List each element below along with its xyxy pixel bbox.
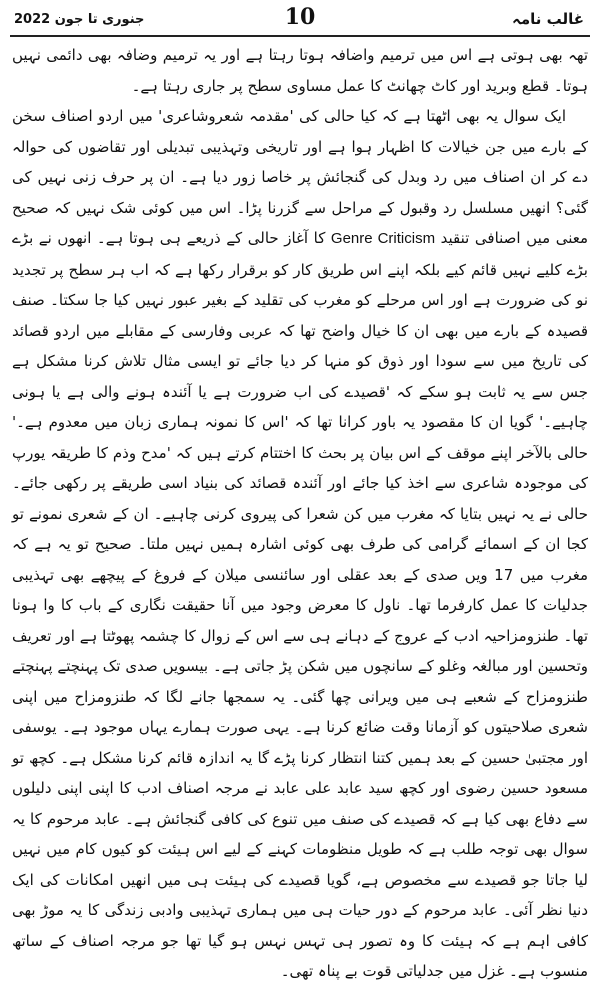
paragraph: تھہ بھی ہوتی ہے اس میں ترمیم واضافہ ہوتا رہتا ہے اور یہ ترمیم وضافہ بھی دائمی نہیں ہوتا۔ قطع وبرید اور کاٹ چھانٹ کا عمل مساوی سطح پر جاری رہتا ہے۔ [12, 46, 588, 95]
article-body [12, 40, 589, 980]
header-divider [10, 35, 590, 37]
paragraph-text: کا آغاز حالی کے ذریعے ہی ہوتا ہے۔ انھوں نے بڑے بڑے کلیے نہیں قائم کیے بلکہ اپنے اس طریق کار کو برقرار رکھا ہے کہ اب ہر سطح پر تجدید نو کی ضرورت ہے اور اس مرحلے کو مغرب کی تقلید کے بغیر عبور نہیں کیا جا سکتا۔ صنف قصیدہ کے بارے میں بھی ان کا خیال واضح تھا کہ عربی وفارسی کے مقابلے میں اردو قصائد کی تاریخ میں سے سودا اور ذوق کو منہا کر دیا جائے تو ایسی مثال تلاش کرنا مشکل ہے جس سے یہ ثابت ہو سکے کہ 'قصیدے کی اب ضرورت ہے یا آئندہ ہونے والی ہے یا ہونی چاہیے۔' گویا ان کا مقصود یہ باور کرانا تھا کہ 'اس کا نمونہ ہماری زبان میں معدوم ہے۔' حالی بالآخر اپنے موقف کے اس بیان پر بحث کا اختتام کرتے ہیں کہ 'مدح وذم کا طریقہ یورپ کی موجودہ شاعری سے اخذ کیا جائے اور آئندہ قصائد کی بنیاد اسی طریقے پر رکھی جائے۔ حالی نے یہ نہیں بتایا کہ مغرب میں کن شعرا کی پیروی کرنی چاہیے۔ ان کے شعری نمونے تو کجا ان کے اسمائے گرامی کی طرف بھی کوئی اشارہ ہمیں نہیں ملتا۔ صحیح تو یہ ہے کہ مغرب میں 17 ویں صدی کے بعد عقلی اور سائنسی میلان کے فروغ کے پیچھے بھی تہذیبی جدلیات کا عمل کارفرما تھا۔ ناول کا معرض وجود میں آنا حقیقت نگاری کے باب کا وا ہونا تھا۔ طنزومزاحیہ ادب کے عروج کے دہانے ہی سے اس کے زوال کا چشمہ پھوٹتا ہے اور تعریف وتحسین اور مبالغہ وغلو کے سانچوں میں شکن پڑ جاتی ہے۔ بیسویں صدی تک پہنچتے پہنچتے طنزومزاح کے شعبے ہی میں ویرانی چھا گئی۔ یہ سمجھا جانے لگا کہ طنزومزاح میں اپنی شعری صلاحیتوں کو آزمانا وقت ضائع کرنا ہے۔ یہی صورت ہمارے یہاں موجود ہے۔ یوسفی اور مجتبیٰ حسین کے بعد ہمیں کتنا انتظار کرنا پڑے گا یہ اندازہ قائم کرنا مشکل ہے۔ کچھ تو مسعود حسین رضوی اور کچھ سید عابد علی عابد نے مرجہ اصناف ادب کا اپنی اپنی دلیلوں سے دفاع بھی کیا ہے کہ قصیدے کی صنف میں تنوع کی کافی گنجائش ہے۔ عابد مرحوم کا یہ سوال بھی توجہ طلب ہے کہ طویل منظومات کہنے کے لیے اس ہیئت کو کیوں کام میں نہیں لیا جاتا جو قصیدے سے مخصوص ہے، گویا قصیدے کی ہیئت ہی میں انھیں امکانات کی ایک دنیا نظر آئی۔ عابد مرحوم کے دور حیات ہی میں ہماری تہذیبی وادبی زندگی کا یہ موڑ بھی کافی اہم ہے کہ ہیئت کا وہ تصور ہی تہس نہس ہو گیا تھا جو مرجہ اصناف کے ساتھ منسوب ہے۔ غزل میں جدلیاتی قوت بے پناہ تھی۔ [12, 229, 589, 980]
paragraph-text: ایک سوال یہ بھی اٹھتا ہے کہ کیا حالی کی 'مقدمہ شعروشاعری' میں اردو اصناف سخن کے بارے میں جن خیالات کا اظہار ہوا ہے اور تاریخی وتہذیبی تبدیلی اور تقاضوں کی حوالہ دے کر ان اصناف میں رد وبدل کی گنجائش پر خاصا زور دیا ہے۔ ان پر حرف زنی نہیں کی گئی؟ انھیں مسلسل رد وقبول کے مراحل سے گزرنا پڑا۔ اس میں کوئی شک نہیں کہ صحیح معنی میں اصنافی تنقید [12, 107, 588, 247]
page-header [10, 4, 590, 34]
issue-date: جنوری تا جون 2022 [14, 12, 145, 27]
english-term: Genre Criticism [330, 230, 436, 247]
page-number: 10 [284, 4, 316, 30]
paragraph [12, 101, 588, 987]
journal-title: غالب نامہ [512, 10, 584, 28]
